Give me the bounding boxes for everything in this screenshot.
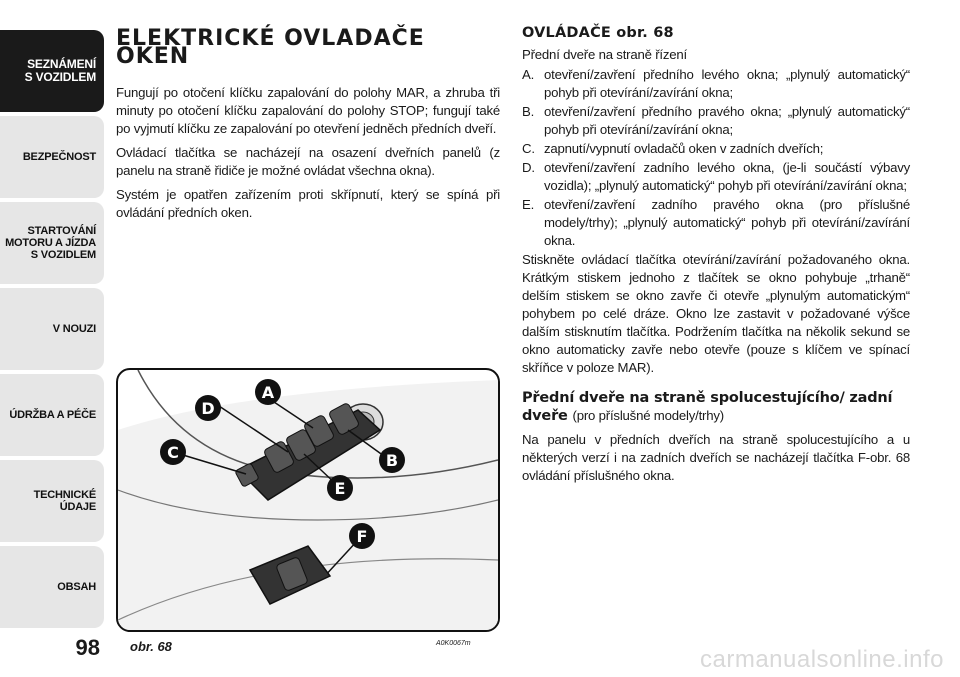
callout-b xyxy=(379,447,405,473)
door-panel-illustration xyxy=(118,370,498,630)
tab-label-line: V NOUZI xyxy=(52,323,96,335)
list-item: E. otevření/zavření zadního pravého okna (pro příslušné modely/trhy); „plynulý automatický“ pohyb při otevírání/zavírání okna. xyxy=(522,197,910,248)
tab-udrzba[interactable] xyxy=(0,374,104,456)
usage-paragraph: Stiskněte ovládací tlačítka otevírání/zavírání požadovaného okna. Krátkým stiskem jednoho z tlačítek se okno pohybuje „trhaně“ delším stiskem se okno zavře či otevře „plynulým automatickým“ pohybem po celé dráze. Okno lze zastavit v požadované výšce dalším stisknutím tlačítka. Podržením tlačítka na několik sekund se okno automaticky zavře nebo otevře (pouze s klíčem ve spínací skříňce v poloze MAR). xyxy=(522,252,910,375)
intro-paragraph: Systém je opatřen zařízením proti skřípnutí, který se spíná při ovládání předních oken. xyxy=(116,187,500,220)
svg-text:E: E xyxy=(334,479,346,498)
left-column xyxy=(116,26,500,228)
figure-caption: obr. 68 xyxy=(130,639,172,654)
intro-paragraph: Ovládací tlačítka se nacházejí na osazení dveřních panelů (z panelu na straně řidiče je možné ovládat všechna okna). xyxy=(116,145,500,178)
svg-text:A: A xyxy=(261,383,275,402)
tab-label-line: ÚDAJE xyxy=(59,501,96,513)
tab-startovani[interactable] xyxy=(0,202,104,284)
tab-label-line: S VOZIDLEM xyxy=(24,70,96,84)
tab-label-line: ÚDRŽBA A PÉČE xyxy=(9,409,96,421)
callout-f xyxy=(349,523,375,549)
controls-list xyxy=(522,66,910,250)
figure-window-controls xyxy=(116,368,500,632)
svg-text:C: C xyxy=(167,443,179,462)
passenger-paragraph: Na panelu v předních dveřích na straně spolucestujícího a u některých verzí i na zadních dveřích se nacházejí tlačítka F-obr. 68 ovládání příslušného okna. xyxy=(522,432,910,483)
tab-label-line: SEZNÁMENÍ xyxy=(27,57,96,71)
tab-label-line: STARTOVÁNÍ xyxy=(27,225,96,237)
list-item: C. zapnutí/vypnutí ovladačů oken v zadních dveřích; xyxy=(522,141,824,156)
svg-text:F: F xyxy=(356,527,368,546)
list-item: A. otevření/zavření předního levého okna; „plynulý automatický“ pohyb při otevírání/zavírání okna; xyxy=(522,67,910,100)
controls-subheading: Přední dveře na straně řízení xyxy=(522,47,688,62)
tab-label-line: BEZPEČNOST xyxy=(22,151,96,163)
intro-paragraph: Fungují po otočení klíčku zapalování do polohy MAR, a zhruba tři minuty po otočení klíčku zapalování do polohy STOP; fungují také po vyjmutí klíčku ze zapalování po otevření jedněch předních dveří. xyxy=(116,85,500,136)
tab-label-line: OBSAH xyxy=(57,581,96,593)
callout-d xyxy=(195,395,221,421)
list-item: D. otevření/zavření zadního levého okna, (je-li součástí výbavy vozidla); „plynulý automatický“ pohyb při otevírání/zavírání okna; xyxy=(522,160,910,193)
svg-text:B: B xyxy=(385,451,399,470)
list-item: B. otevření/zavření předního pravého okna; „plynulý automatický“ pohyb při otevírání/zavírání okna; xyxy=(522,104,910,137)
tab-label-line: MOTORU A JÍZDA xyxy=(5,237,96,249)
callout-c xyxy=(160,439,186,465)
tab-technicke-udaje[interactable] xyxy=(0,460,104,542)
tab-label-line: TECHNICKÉ xyxy=(33,489,96,501)
controls-heading: OVLÁDAČE obr. 68 xyxy=(522,25,674,41)
callout-e xyxy=(327,475,353,501)
callout-a xyxy=(255,379,281,405)
page-title: ELEKTRICKÉ OVLADAČE OKEN xyxy=(116,26,425,69)
figure-code: A0K0067m xyxy=(436,640,471,647)
watermark-text: carmanualsonline.info xyxy=(700,646,944,673)
tab-bezpecnost[interactable] xyxy=(0,116,104,198)
tab-label-line: S VOZIDLEM xyxy=(30,249,96,261)
tab-seznameni[interactable] xyxy=(0,30,104,112)
tab-obsah[interactable] xyxy=(0,546,104,628)
page-number: 98 xyxy=(75,635,100,660)
passenger-section-title: Přední dveře na straně spolucestujícího/ zadní dveře (pro příslušné modely/trhy) xyxy=(522,390,893,424)
svg-text:D: D xyxy=(201,399,215,418)
tab-v-nouzi[interactable] xyxy=(0,288,104,370)
right-column xyxy=(522,24,910,491)
